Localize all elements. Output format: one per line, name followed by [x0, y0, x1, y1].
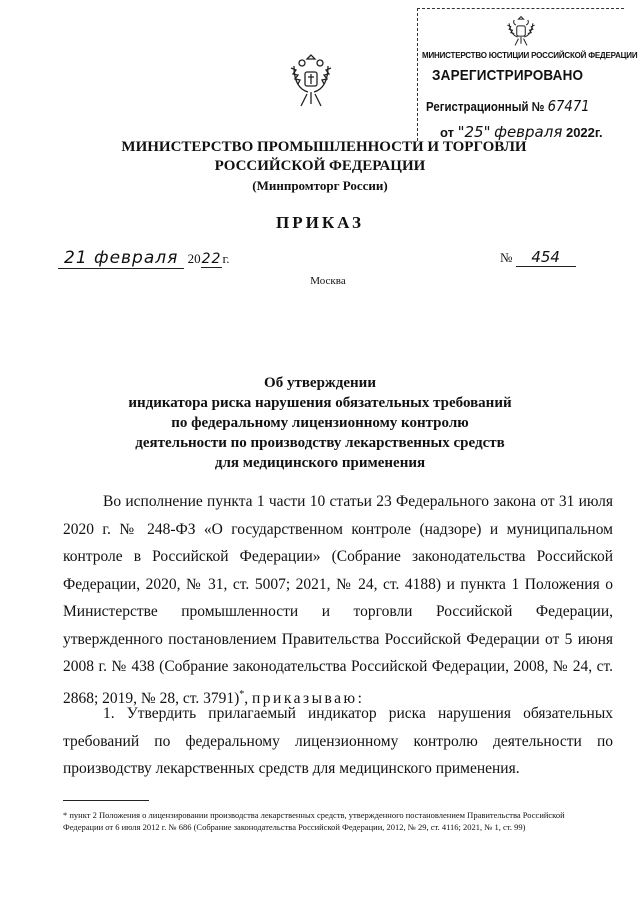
order-number	[500, 248, 576, 267]
city: Москва	[310, 275, 346, 287]
subject-line4: деятельности по производству лекарственных средств	[135, 435, 505, 451]
order-date-year-prefix: 20	[187, 251, 201, 266]
stamp-date-year: 2022г.	[565, 125, 603, 140]
stamp-reg-number: 67471	[547, 97, 590, 115]
paragraph-item-1: 1. Утвердить прилагаемый индикатор риска нарушения обязательных требований по федеральному лицензионному контролю деятельности по производству лекарственных средств для медицинского применения.	[63, 705, 613, 777]
paragraph-preamble: Во исполнение пункта 1 части 10 статьи 23 Федерального закона от 31 июля 2020 г. № 248-ФЗ «О государственном контроле (надзоре) и муниципальном контроле в Российской Федерации» (Собрание законодательства Российской Федерации, 2020, № 31, ст. 5007; 2021, № 24, ст. 4188) и пункта 1 Положения о Министерстве промышленности и торговли Российской Федерации, утвержденного постановлением Правительства Российской Федерации от 5 июня 2008 г. № 438 (Собрание законодательства Российской Федерации, 2008, № 24, ст. 2868; 2019, № 28, ст. 3791)*, приказываю:	[63, 493, 613, 707]
ministry-line1: МИНИСТЕРСТВО ПРОМЫШЛЕННОСТИ И ТОРГОВЛИ	[121, 139, 527, 155]
order-date-suffix: г.	[222, 251, 230, 266]
coat-of-arms-icon	[288, 52, 334, 112]
ministry-header	[0, 138, 640, 195]
order-number-label: №	[500, 250, 513, 265]
order-date	[58, 248, 230, 268]
order-verb: приказываю:	[252, 689, 365, 707]
subject-line5: для медицинского применения	[214, 455, 426, 471]
document-type: ПРИКАЗ	[276, 213, 364, 232]
footnote: * пункт 2 Положения о лицензировании производства лекарственных средств, утвержденного постановлением Правительства Российской Федерации от 6 июля 2012 г. № 686 (Собрание законодательства Российской Федерации, 2012, № 29, ст. 4116; 2021, № 1, ст. 99)	[63, 810, 565, 832]
preamble-text: Во исполнение пункта 1 части 10 статьи 23 Федерального закона от 31 июля 2020 г. № 248-ФЗ «О государственном контроле (надзоре) и муниципальном контроле в Российской Федерации» (Собрание законодательства Российской Федерации, 2020, № 31, ст. 5007; 2021, № 24, ст. 4188) и пункта 1 Положения о Министерстве промышленности и торговли Российской Федерации, утвержденного постановлением Правительства Российской Федерации от 5 июня 2008 г. № 438 (Собрание законодательства Российской Федерации, 2008, № 24, ст. 2868; 2019, № 28, ст. 3791)	[63, 493, 613, 707]
stamp-registered: ЗАРЕГИСТРИРОВАНО	[432, 67, 584, 84]
subject-line1: Об утверждении	[264, 375, 376, 391]
order-number-value: 454	[516, 248, 576, 267]
ministry-short: (Минпромторг России)	[252, 178, 388, 193]
order-date-year-suffix: 22	[201, 251, 222, 267]
stamp-ministry: МИНИСТЕРСТВО ЮСТИЦИИ РОССИЙСКОЙ ФЕДЕРАЦИИ	[422, 51, 638, 60]
coat-of-arms-icon	[504, 13, 538, 49]
order-subject	[0, 373, 640, 473]
subject-line2: индикатора риска нарушения обязательных требований	[128, 395, 512, 411]
stamp-reg-label: Регистрационный №	[426, 99, 545, 114]
order-date-handwritten: 21 февраля	[58, 248, 184, 269]
footnote-mark: *	[239, 688, 245, 700]
subject-line3: по федеральному лицензионному контролю	[171, 415, 469, 431]
ministry-line2: РОССИЙСКОЙ ФЕДЕРАЦИИ	[214, 158, 426, 174]
stamp-date-month: февраля	[494, 123, 563, 141]
footnote-divider	[63, 800, 149, 801]
registration-stamp	[417, 8, 638, 141]
stamp-date-prefix: от	[440, 125, 454, 140]
stamp-registration-number	[426, 97, 590, 115]
stamp-date-day: "25"	[457, 123, 491, 141]
